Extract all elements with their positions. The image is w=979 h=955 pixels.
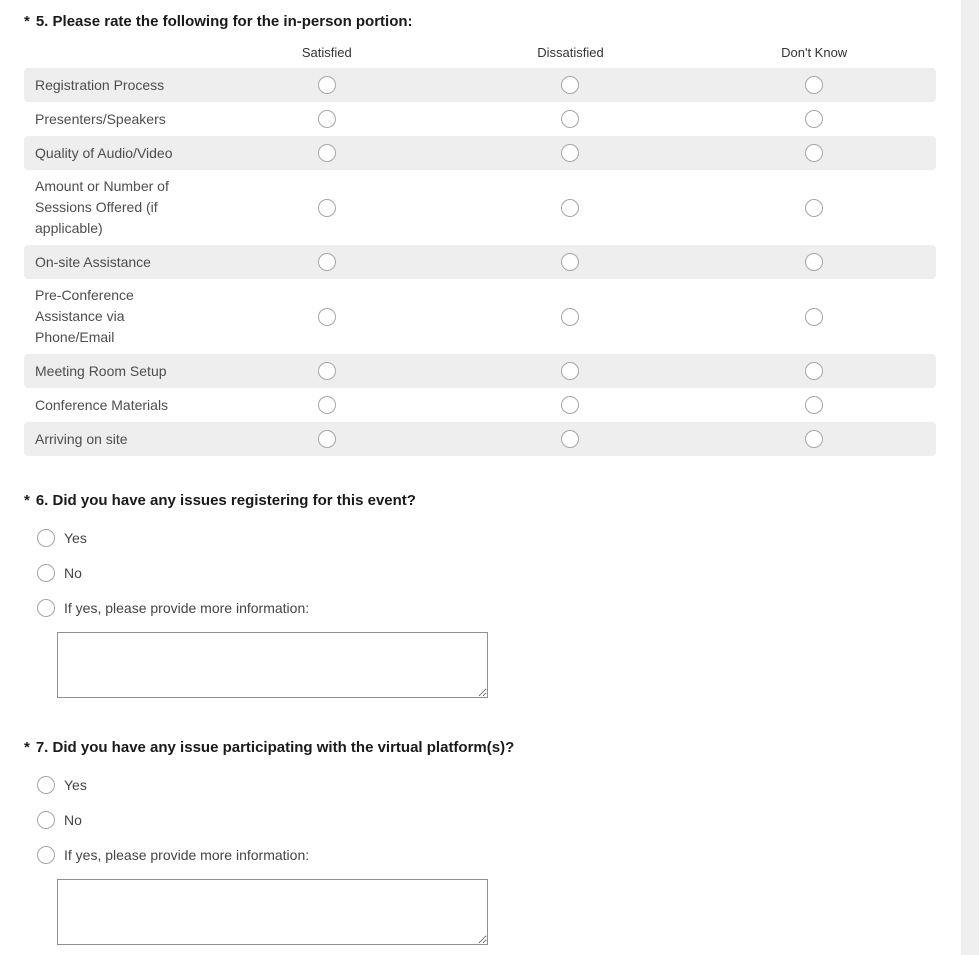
q7-option-row-3 [37, 846, 936, 864]
q5-column-header-1: Satisfied [301, 45, 352, 60]
q5-matrix-cell [692, 253, 936, 271]
q7-option-label[interactable]: Yes [64, 777, 87, 793]
q6-radio-option-1[interactable] [37, 529, 55, 547]
q5-matrix-cell [692, 199, 936, 217]
q5-matrix-cell [449, 396, 693, 414]
q5-matrix-cell [205, 110, 449, 128]
q6-more-info-textarea[interactable] [57, 632, 488, 698]
required-asterisk: * [24, 13, 30, 30]
q5-column-header-3: Don't Know [781, 45, 848, 60]
q5-matrix-row-2 [24, 102, 936, 136]
q5-radio-row1-col3[interactable] [805, 76, 823, 94]
q5-matrix-row-6 [24, 279, 936, 354]
q6-option-label[interactable]: Yes [64, 530, 87, 546]
q5-matrix-row-3 [24, 136, 936, 170]
q5-matrix-row-1 [24, 68, 936, 102]
q5-matrix-cell [205, 76, 449, 94]
q5-matrix-row-9 [24, 422, 936, 456]
q5-row-label: On-site Assistance [35, 253, 151, 270]
q5-matrix-row-4 [24, 170, 936, 245]
q5-row-label: Amount or Number of Sessions Offered (if applicable) [35, 178, 169, 236]
q5-row-label: Arriving on site [35, 430, 128, 447]
q5-row-label: Conference Materials [35, 396, 169, 413]
q6-radio-option-3[interactable] [37, 599, 55, 617]
q5-radio-row6-col1[interactable] [318, 308, 336, 326]
q5-matrix-cell [449, 110, 693, 128]
q5-radio-row5-col2[interactable] [561, 253, 579, 271]
question-6-heading: 6. Did you have any issues registering for this event? [35, 492, 416, 509]
q5-matrix-cell [205, 396, 449, 414]
q6-option-label[interactable]: If yes, please provide more information: [64, 600, 310, 616]
q6-option-row-1 [37, 529, 936, 547]
q5-matrix-row-5 [24, 245, 936, 279]
q5-radio-row2-col1[interactable] [318, 110, 336, 128]
q5-radio-row9-col1[interactable] [318, 430, 336, 448]
q5-radio-row7-col1[interactable] [318, 362, 336, 380]
survey-page [24, 13, 936, 945]
question-6 [24, 492, 936, 698]
q5-matrix-cell [449, 308, 693, 326]
q7-radio-option-3[interactable] [37, 846, 55, 864]
q5-matrix-cell [205, 362, 449, 380]
q5-radio-row7-col3[interactable] [805, 362, 823, 380]
q5-row-label: Registration Process [35, 76, 165, 93]
q5-matrix-cell [692, 308, 936, 326]
required-asterisk: * [24, 739, 30, 756]
q5-matrix-cell [692, 110, 936, 128]
q5-radio-row8-col1[interactable] [318, 396, 336, 414]
q5-radio-row8-col2[interactable] [561, 396, 579, 414]
q5-matrix-cell [692, 144, 936, 162]
q5-radio-row3-col3[interactable] [805, 144, 823, 162]
q5-matrix-row-7 [24, 354, 936, 388]
q7-options [24, 776, 936, 864]
q5-matrix-cell [692, 76, 936, 94]
q5-matrix-cell [205, 430, 449, 448]
q5-radio-row5-col3[interactable] [805, 253, 823, 271]
question-7-heading: 7. Did you have any issue participating with the virtual platform(s)? [35, 739, 515, 756]
q6-option-label[interactable]: No [64, 565, 82, 581]
q7-more-info-textarea[interactable] [57, 879, 488, 945]
scrollbar-track[interactable] [961, 0, 979, 955]
question-7-title [24, 739, 936, 756]
q5-row-label: Presenters/Speakers [35, 110, 166, 127]
q5-row-label: Meeting Room Setup [35, 362, 167, 379]
q5-matrix-cell [449, 430, 693, 448]
q5-column-header-2: Dissatisfied [537, 45, 604, 60]
q5-radio-row9-col2[interactable] [561, 430, 579, 448]
q5-radio-row6-col2[interactable] [561, 308, 579, 326]
q6-option-row-3 [37, 599, 936, 617]
q5-matrix-cell [205, 144, 449, 162]
q5-row-label: Pre-Conference Assistance via Phone/Email [35, 287, 134, 345]
q5-matrix-body [24, 68, 936, 456]
q5-radio-row4-col3[interactable] [805, 199, 823, 217]
q5-row-label: Quality of Audio/Video [35, 144, 173, 161]
q5-radio-row1-col2[interactable] [561, 76, 579, 94]
q5-matrix-cell [449, 76, 693, 94]
q7-option-label[interactable]: No [64, 812, 82, 828]
q7-option-label[interactable]: If yes, please provide more information: [64, 847, 310, 863]
q6-radio-option-2[interactable] [37, 564, 55, 582]
q6-option-row-2 [37, 564, 936, 582]
q5-radio-row4-col1[interactable] [318, 199, 336, 217]
question-6-title [24, 492, 936, 509]
q5-matrix-header-spacer [24, 45, 205, 61]
q5-radio-row6-col3[interactable] [805, 308, 823, 326]
q5-matrix-cell [205, 199, 449, 217]
q6-options [24, 529, 936, 617]
q5-matrix-cell [449, 199, 693, 217]
q5-matrix-cell [449, 362, 693, 380]
q7-radio-option-2[interactable] [37, 811, 55, 829]
q5-radio-row8-col3[interactable] [805, 396, 823, 414]
q5-radio-row4-col2[interactable] [561, 199, 579, 217]
question-7 [24, 739, 936, 945]
q5-radio-row2-col3[interactable] [805, 110, 823, 128]
q5-radio-row5-col1[interactable] [318, 253, 336, 271]
question-5-title [24, 13, 936, 30]
q5-matrix-cell [449, 253, 693, 271]
question-5-heading: 5. Please rate the following for the in-person portion: [35, 13, 413, 30]
required-asterisk: * [24, 492, 30, 509]
q5-matrix-cell [692, 430, 936, 448]
q7-option-row-2 [37, 811, 936, 829]
q5-matrix-cell [692, 362, 936, 380]
q5-radio-row9-col3[interactable] [805, 430, 823, 448]
q5-matrix-cell [449, 144, 693, 162]
q7-radio-option-1[interactable] [37, 776, 55, 794]
q5-radio-row1-col1[interactable] [318, 76, 336, 94]
q5-radio-row2-col2[interactable] [561, 110, 579, 128]
q5-matrix-cell [205, 308, 449, 326]
question-5 [24, 13, 936, 456]
q5-radio-row7-col2[interactable] [561, 362, 579, 380]
q7-option-row-1 [37, 776, 936, 794]
q5-radio-row3-col2[interactable] [561, 144, 579, 162]
q5-matrix-cell [205, 253, 449, 271]
q5-matrix-row-8 [24, 388, 936, 422]
q5-matrix-cell [692, 396, 936, 414]
q5-matrix-header [24, 45, 936, 61]
q5-radio-row3-col1[interactable] [318, 144, 336, 162]
